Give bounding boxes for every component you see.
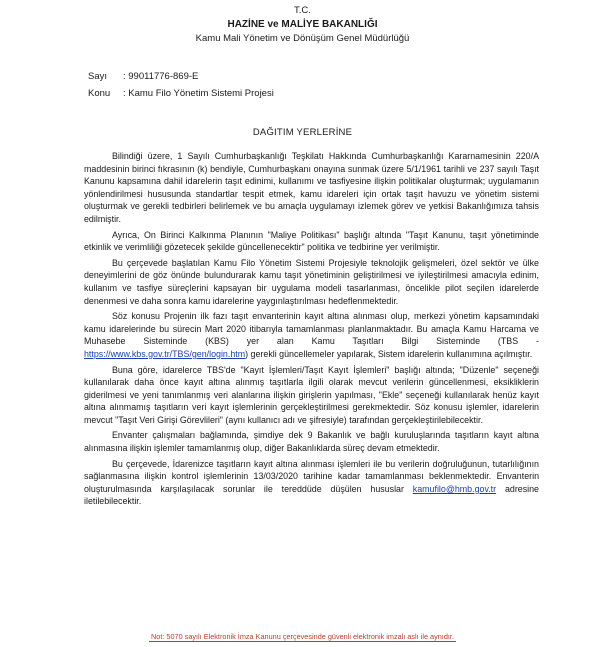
- konu-row: [88, 85, 274, 102]
- paragraph-7-text-b: adresine iletilebilecektir.: [84, 483, 539, 507]
- tbs-login-link[interactable]: https://www.kbs.gov.tr/TBS/gen/login.htm: [84, 348, 246, 359]
- e-signature-note: [0, 632, 605, 642]
- tc-label: T.C.: [294, 5, 311, 16]
- paragraph-4-text-b: ) gerekli güncellemeler yapılarak, Sistem idarelerin kullanımına açılmıştır.: [245, 348, 533, 359]
- e-signature-note-text: Not: 5070 sayılı Elektronik İmza Kanunu çerçevesinde güvenli elektronik imzalı aslı ile aynıdır.: [151, 632, 454, 641]
- paragraph-5: Buna göre, idarelerce TBS'de "Kayıt İşlemleri/Taşıt Kayıt İşlemleri" başlığı altında; "Düzenle" seçeneği kullanılarak daha önce kayıt altına alınmış taşıtlarla ilgili olarak mevcut verilerin güncellenmesi, eksikliklerin giderilmesi ve yeni tanımlanmış veri alanlarına ilişkin girişlerin yapılması, "Ekle" seçeneği kullanılarak henüz kayıt altına alınmamış taşıtların veri kayıt işlemlerinin gerçekleştirilmesi gerekmektedir. Söz konusu işlemler, idarelerin mevcut "Taşıt Veri Girişi Görevlileri" (aynı kullanıcı adı ve şifresiyle) tarafından gerçekleştirilebilecektir.: [84, 364, 539, 425]
- paragraph-7-text-a: Bu çerçevede, İdarenizce taşıtların kayıt altına alınması işlemleri ile bu verilerin doğruluğunun, tutarlılığının sağlanmasına ilişkin kontrol işlemlerinin 13/03/2020 tarihine kadar tamamlanması beklenmektedir. Envanterin oluşturulmasında karşılaşılacak sorunlar ile tereddüde düşülen hususlar: [84, 458, 539, 494]
- paragraph-3: Bu çerçevede başlatılan Kamu Filo Yönetim Sistemi Projesiyle teknolojik gelişmeleri, özel sektör ve ülke deneyimlerini de göz önünde bulundurarak kamu taşıt yönetiminin geliştirilmesi ve iyileştirilmesi amacıyla edinim, kullanım ve tasfiye süreçlerini kapsayan bir uygulama modeli tasarlanması, öncelikle pilot seçilen idarelerde denenmesi ve daha sonra kamu idarelerine yaygınlaştırılması hedeflenmektedir.: [84, 257, 539, 306]
- paragraph-7: [84, 458, 539, 508]
- paragraph-2: Ayrıca, On Birinci Kalkınma Planının "Maliye Politikası" başlığı altında "Taşıt Kanunu, taşıt yönetiminde etkinlik ve verimliliği gözetecek şekilde güncellenecektir" politika ve tedbirine yer verilmiştir.: [84, 229, 539, 253]
- directorate-name: Kamu Mali Yönetim ve Dönüşüm Genel Müdürlüğü: [195, 33, 410, 44]
- letter-body: [84, 150, 539, 511]
- paragraph-4-text-a: Söz konusu Projenin ilk fazı taşıt envanterinin kayıt altına alınması olup, merkezi yönetim kapsamındaki kamu idarelerinde bu sürecin Mart 2020 itibarıyla tamamlanması planlanmaktadır. Bu amaçla Kamu Harcama ve Muhasebe Sisteminde (KBS) yer alan Kamu Taşıtları Bilgi Sisteminde (TBS -: [84, 311, 539, 347]
- sayi-value: : 99011776-869-E: [123, 71, 199, 82]
- document-meta: [88, 68, 274, 102]
- contact-email-link[interactable]: kamufilo@hmb.gov.tr: [412, 483, 497, 494]
- paragraph-6: Envanter çalışmaları bağlamında, şimdiye dek 9 Bakanlık ve bağlı kuruluşlarında taşıtların kayıt altına alınmasına ilişkin işlemler tamamlanmış olup, diğer Bakanlıklarda süreç devam etmektedir.: [84, 430, 539, 454]
- letterhead: [0, 4, 605, 46]
- sayi-row: [88, 68, 274, 85]
- paragraph-1: Bilindiği üzere, 1 Sayılı Cumhurbaşkanlığı Teşkilatı Hakkında Cumhurbaşkanlığı Kararnamesinin 220/A maddesinin birinci fıkrasının (k) bendiyle, Cumhurbaşkanı onayına sunmak üzere 5/1/1961 tarihli ve 237 sayılı Taşıt Kanunu kapsamına dahil idarelerin taşıt edinimi, kullanımı ve tasfiyesine ilişkin politikalar oluşturmak; uygulamanın yönlendirilmesi hususunda standartlar tespit etmek, kamu idareleri için ortak taşıt havuzu ve yönetim sistemi oluşturmak ve gerekli tedbirleri belirlemek ve bu amaçla uygulamayı izlemek görev ve yetkisi Bakanlığımıza tahsis edilmiştir.: [84, 151, 539, 224]
- konu-value: : Kamu Filo Yönetim Sistemi Projesi: [123, 88, 274, 99]
- recipient-heading: DAĞITIM YERLERİNE: [252, 127, 353, 138]
- konu-label: Konu: [88, 88, 111, 99]
- ministry-name: HAZİNE ve MALİYE BAKANLIĞI: [227, 19, 378, 30]
- paragraph-4: [84, 310, 539, 360]
- sayi-label: Sayı: [88, 71, 108, 82]
